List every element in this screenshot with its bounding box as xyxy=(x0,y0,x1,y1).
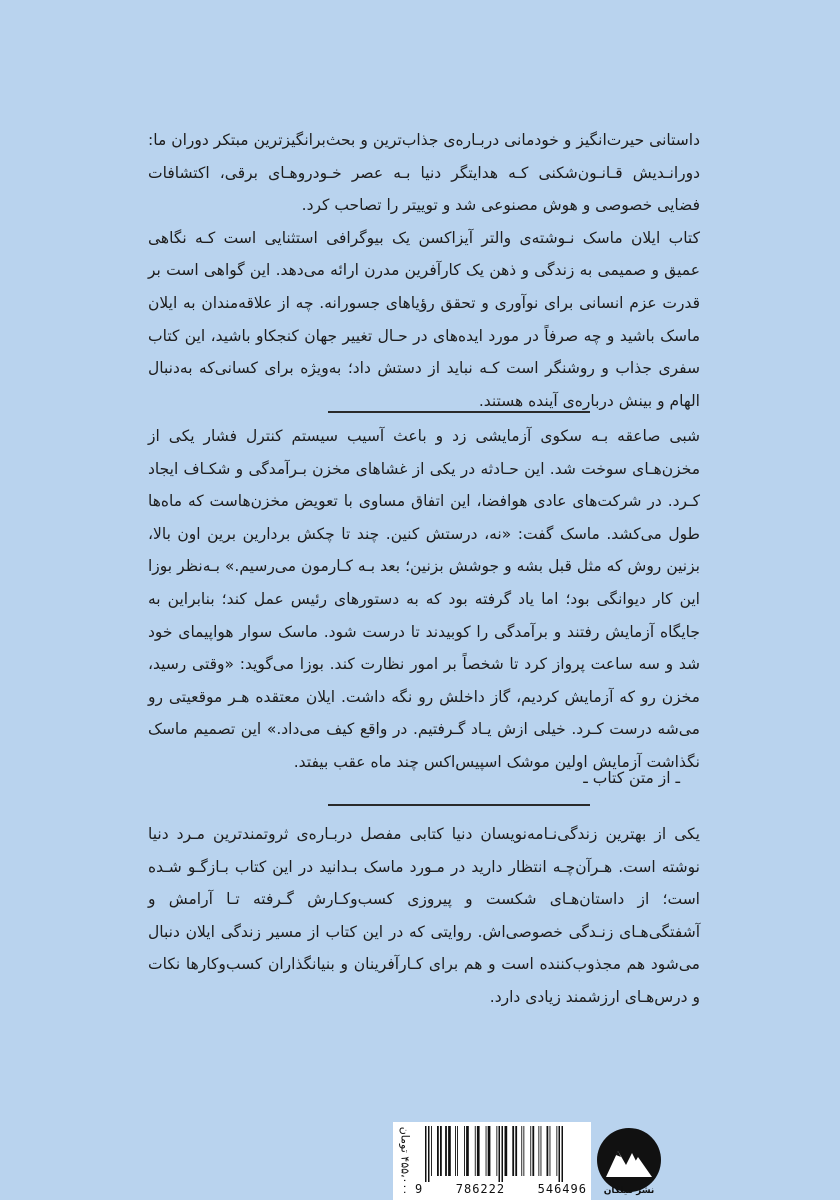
excerpt-paragraph: شبی صاعقه بـه سکوی آزمایشی زد و باعث آسیب سیستم کنترل فشار یکی از مخزن‌هـای سوخت شد. این حـادثه در یکی از غشاهای مخزن بـرآمدگی و شکـاف ایجاد کـرد. در شرکت‌های عادی هوافضا، این اتفاق مساوی با تعویض مخزن‌هاست که ماه‌ها طول می‌کشد. ماسک گفت: «نه، درستش کنین. چند تا چکش بردارین برین اون بالا، بزنین روش که مثل قبل بشه و جوشش بزنین؛ بعد بـه کـارمون می‌رسیم.» بـه‌نظر بوزا این کار دیوانگی بود؛ اما یاد گرفته بود که به دستورهای رئیس عمل کند؛ بنابراین به جایگاه آزمایش رفتند و برآمدگی را کوبیدند تا درست شود. ماسک سوار هواپیمای خود شد و سه ساعت پرواز کرد تا شخصاً بر امور نظارت کند. بوزا می‌گوید: «وقتی رسید، مخزن رو که آزمایش کردیم، گاز داخلش رو نگه داشت. ایلان معتقده هـر موقعیتی رو می‌شه درست کـرد. خیلی ازش یـاد گـرفتیم. در واقع کیف می‌داد.» این تصمیم ماسک نگذاشت آزمایش اولین موشک اسپیس‌اکس چند ماه عقب بیفتد. xyxy=(148,427,700,771)
barcode-bar xyxy=(440,1126,442,1176)
price-label-box xyxy=(395,1124,415,1198)
isbn-barcode xyxy=(393,1122,591,1200)
barcode-bar xyxy=(505,1126,508,1176)
intro-paragraph: داستانی حیرت‌انگیز و خودمانی دربـاره‌ی جذاب‌ترین و بحث‌برانگیزترین مبتکر دوران ما: دورانـدیش قـانـون‌شکنی کـه هدایتگر دنیا بـه عصر خـودروهـای برقی، اکتشافات فضایی خصوصی و هوش مصنوعی شد و توییتر را تصاحب کرد. xyxy=(148,131,700,215)
barcode-bar xyxy=(559,1126,561,1182)
barcode-bar xyxy=(464,1126,465,1176)
barcode-bar xyxy=(466,1126,469,1176)
barcode-bar xyxy=(530,1126,531,1176)
barcode-bar xyxy=(431,1126,432,1176)
barcode-bar xyxy=(532,1126,534,1176)
barcode-bar xyxy=(448,1126,451,1176)
barcode-bars xyxy=(423,1126,583,1182)
barcode-bar xyxy=(477,1126,480,1176)
barcode-bar xyxy=(437,1126,439,1176)
barcode-bar xyxy=(512,1126,514,1176)
barcode-bar xyxy=(541,1126,542,1176)
barcode-bar xyxy=(475,1126,476,1176)
barcode-digits xyxy=(415,1182,587,1196)
barcode-group-2: 546496 xyxy=(537,1182,587,1196)
section-divider xyxy=(328,411,590,413)
barcode-bar xyxy=(455,1126,456,1176)
barcode-bar xyxy=(425,1126,427,1182)
price-label: ۴۵۵،۰۰۰ تومان xyxy=(398,1126,412,1196)
barcode-bar xyxy=(515,1126,517,1176)
barcode-bar xyxy=(488,1126,491,1176)
barcode-bar xyxy=(445,1126,447,1176)
barcode-bar xyxy=(523,1126,524,1176)
barcode-bar xyxy=(556,1126,557,1176)
barcode-bar xyxy=(502,1126,504,1182)
barcode-bar xyxy=(521,1126,522,1176)
barcode-bar xyxy=(457,1126,458,1176)
barcode-group-1: 786222 xyxy=(455,1182,506,1196)
barcode-bar xyxy=(550,1126,551,1176)
barcode-bar xyxy=(496,1126,497,1176)
barcode-bar xyxy=(547,1126,549,1176)
barcode-bar xyxy=(538,1126,539,1176)
section-divider xyxy=(328,804,590,806)
barcode-bar xyxy=(499,1126,501,1182)
book-excerpt-section xyxy=(148,420,700,779)
book-description-section xyxy=(148,124,700,417)
blurb-paragraph: یکی از بهترین زندگی‌نـامه‌نویسان دنیا کتابی مفصل دربـاره‌ی ثروتمندترین مـرد دنیا نوشته است. هـرآن‌چـه انتظار دارید در مـورد ماسک بـدانید در این کتاب بـازگـو شـده است؛ از داستان‌هـای شکست و پیروزی کسب‌وکـارش گـرفته تـا آرامش و آشفتگی‌هـای زنـدگی خصوصی‌اش. روایتی که در این کتاب از مسیر زندگی ایلان دنبال می‌شود هم مجذوب‌کننده است و هم برای کـارآفرینان و بنیانگذاران کسب‌وکارها نکات و درس‌هـای ارزشمند زیادی دارد. xyxy=(148,825,700,1006)
barcode-bar xyxy=(486,1126,487,1176)
excerpt-source: ـ از متن کتاب ـ xyxy=(583,769,680,787)
barcode-first-digit: 9 xyxy=(415,1182,424,1196)
barcode-bar xyxy=(428,1126,430,1182)
mountains-logo-icon xyxy=(596,1127,662,1193)
blurb-section xyxy=(148,818,700,1014)
barcode-bar xyxy=(562,1126,564,1182)
review-paragraph: کتاب ایلان ماسک نـوشته‌ی والتر آیزاکسن یک بیوگرافی استثنایی است کـه نگاهی عمیق و صمیمی به زندگی و ذهن یک کارآفرین مدرن ارائه می‌دهد. این گواهی است بر قدرت عزم انسانی برای نوآوری و تحقق رؤیاهای جسورانه. چه از علاقه‌مندان به ایلان ماسک باشید و چه صرفاً در مورد ایده‌های در حـال تغییر جهان کنجکاو باشید، این کتاب سفری جذاب و روشنگر است کـه نباید از دستش داد؛ به‌ویژه برای کسانی‌که به‌دنبال الهام و بینش درباره‌ی آینده هستند. xyxy=(148,228,700,410)
publisher-name: نشر میلکان xyxy=(603,1186,655,1196)
